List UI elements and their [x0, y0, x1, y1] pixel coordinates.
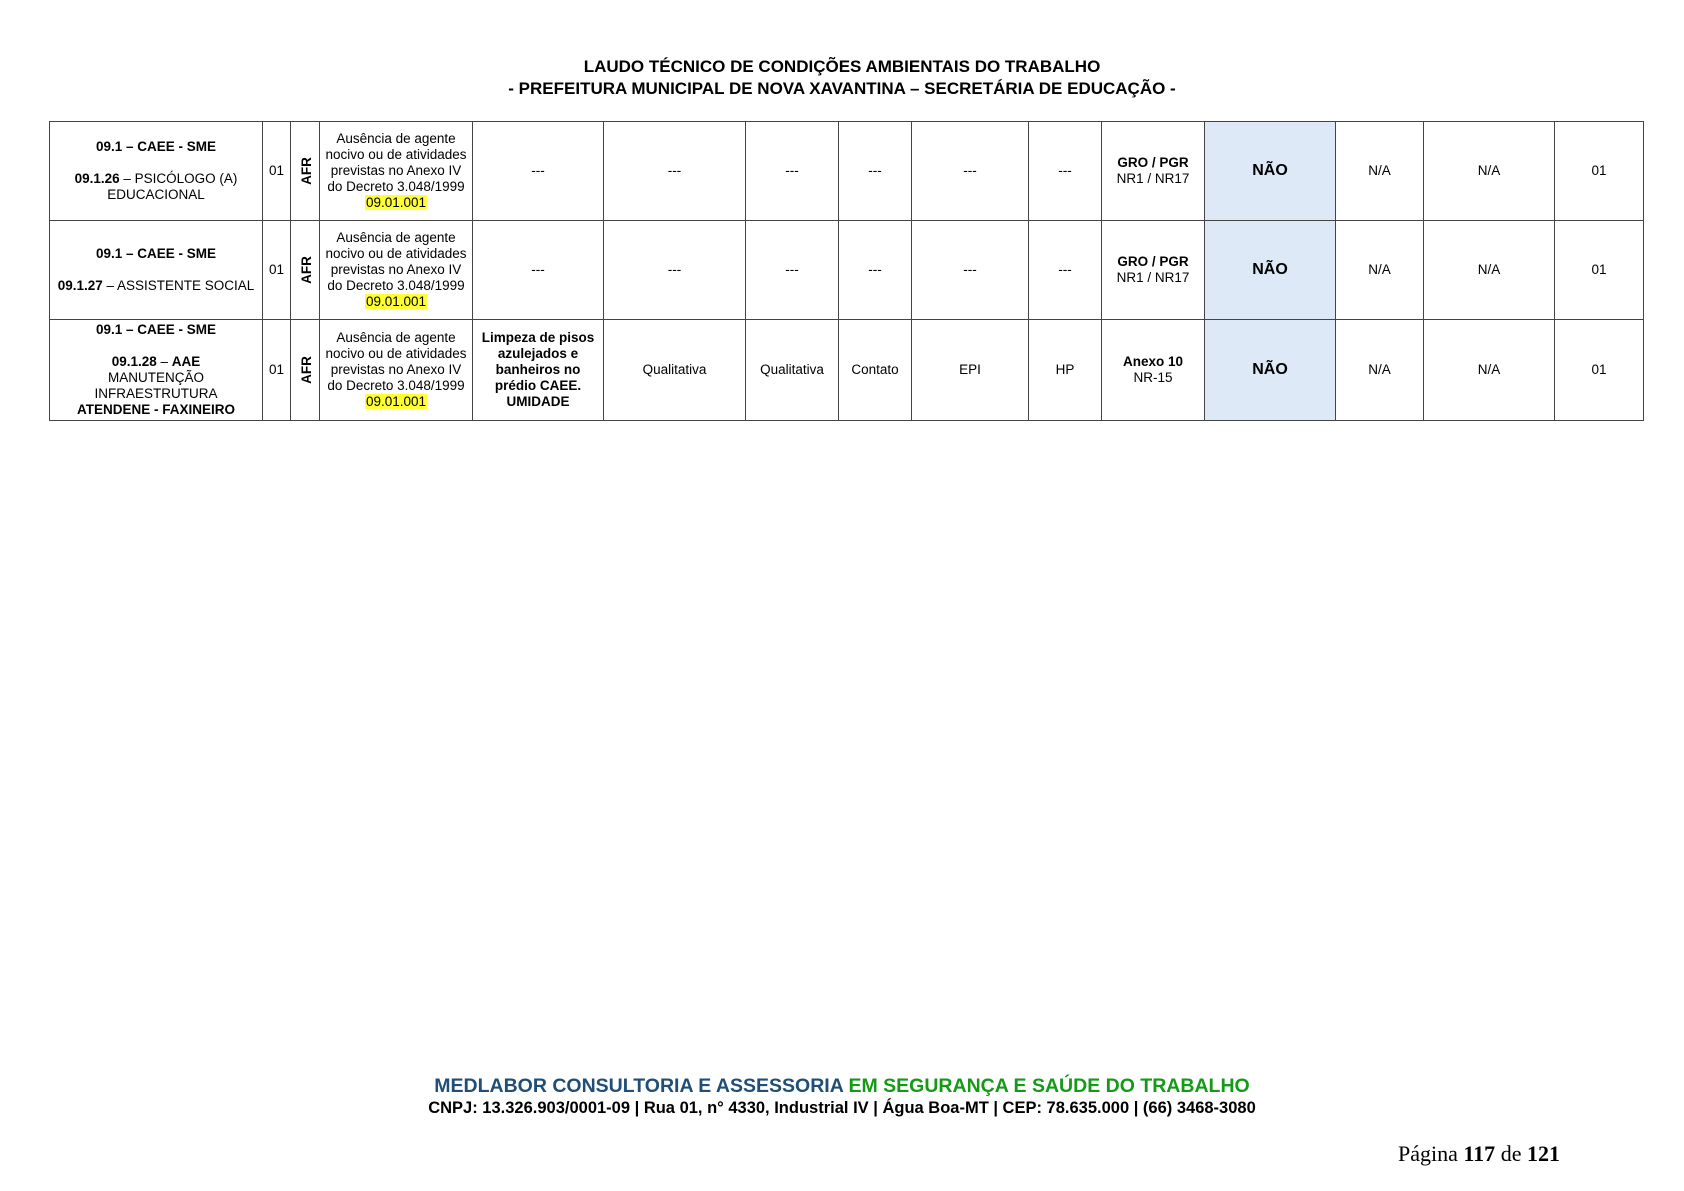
referencia-cell — [1102, 320, 1205, 421]
na-cell: N/A — [1336, 122, 1424, 221]
exposicao-cell: --- — [839, 221, 912, 320]
referencia-cell — [1102, 122, 1205, 221]
agente-cell — [320, 122, 473, 221]
cargo-cell — [50, 320, 263, 421]
cargo-cell — [50, 122, 263, 221]
footer-company — [0, 1075, 1684, 1098]
page-label: Página — [1398, 1141, 1458, 1166]
agente-cell — [320, 221, 473, 320]
tecnica-cell: --- — [746, 122, 839, 221]
afr-label: AFR — [298, 356, 314, 384]
na-cell: N/A — [1336, 221, 1424, 320]
code-cell: 01 — [1555, 221, 1644, 320]
tecnica-cell: Qualitativa — [746, 320, 839, 421]
footer-company-name: MEDLABOR CONSULTORIA E ASSESSORIA — [434, 1075, 844, 1097]
referencia-normal: NR1 / NR17 — [1116, 270, 1190, 285]
agente-code: 09.01.001 — [365, 394, 427, 409]
footer-address: CNPJ: 13.326.903/0001-09 | Rua 01, n° 4330, Industrial IV | Água Boa-MT | CEP: 78.635.000 | (66) 3468-3080 — [428, 1099, 1256, 1117]
referencia-bold: GRO / PGR — [1117, 254, 1189, 269]
afr-cell — [291, 320, 320, 421]
setor-label: 09.1 – CAEE - SME — [95, 322, 217, 337]
cargo-name: – ASSISTENTE SOCIAL — [102, 278, 255, 293]
exposicao-cell: --- — [839, 122, 912, 221]
cargo-name: MANUTENÇÃO INFRAESTRUTURA — [94, 370, 218, 401]
afr-label: AFR — [298, 256, 314, 284]
header-subtitle: - PREFEITURA MUNICIPAL DE NOVA XAVANTINA – SECRETÁRIA DE EDUCAÇÃO - — [508, 79, 1176, 98]
document-header — [0, 56, 1684, 100]
protecao-cell: EPI — [912, 320, 1029, 421]
setor-label: 09.1 – CAEE - SME — [95, 139, 217, 154]
agente-text: Ausência de agente nocivo ou de atividades previstas no Anexo IV do Decreto 3.048/1999 — [325, 131, 467, 194]
laudo-table — [49, 121, 1644, 421]
table-row — [50, 122, 1644, 221]
code-cell: 01 — [1555, 320, 1644, 421]
quantity-cell: 01 — [263, 320, 291, 421]
na-cell: N/A — [1424, 122, 1555, 221]
avaliacao-cell: --- — [604, 122, 746, 221]
tipo-cell: --- — [1029, 221, 1102, 320]
referencia-bold: GRO / PGR — [1117, 155, 1189, 170]
agente-cell — [320, 320, 473, 421]
avaliacao-cell: --- — [604, 221, 746, 320]
referencia-cell — [1102, 221, 1205, 320]
afr-label: AFR — [298, 157, 314, 185]
protecao-cell: --- — [912, 221, 1029, 320]
table-row — [50, 221, 1644, 320]
afr-cell — [291, 221, 320, 320]
exposicao-cell: Contato — [839, 320, 912, 421]
page-of-label: de — [1500, 1141, 1522, 1166]
descricao-cell: --- — [473, 122, 604, 221]
cargo-cell — [50, 221, 263, 320]
descricao-cell: Limpeza de pisos azulejados e banheiros no prédio CAEE. UMIDADE — [473, 320, 604, 421]
code-cell: 01 — [1555, 122, 1644, 221]
cargo-code: 09.1.28 — [111, 354, 157, 369]
afr-cell — [291, 122, 320, 221]
tipo-cell: HP — [1029, 320, 1102, 421]
na-cell: N/A — [1336, 320, 1424, 421]
agente-text: Ausência de agente nocivo ou de atividades previstas no Anexo IV do Decreto 3.048/1999 — [325, 330, 467, 393]
nao-cell: NÃO — [1205, 122, 1336, 221]
page-number — [1398, 1141, 1560, 1167]
referencia-normal: NR1 / NR17 — [1116, 171, 1190, 186]
page-total: 121 — [1526, 1141, 1560, 1166]
cargo-function: ATENDENE - FAXINEIRO — [76, 402, 235, 417]
quantity-cell: 01 — [263, 221, 291, 320]
referencia-bold: Anexo 10 — [1122, 354, 1184, 369]
protecao-cell: --- — [912, 122, 1029, 221]
cargo-separator: – — [156, 354, 172, 369]
footer-company-tagline: EM SEGURANÇA E SAÚDE DO TRABALHO — [848, 1075, 1250, 1097]
nao-cell: NÃO — [1205, 320, 1336, 421]
cargo-name: – PSICÓLOGO (A) EDUCACIONAL — [107, 171, 238, 202]
quantity-cell: 01 — [263, 122, 291, 221]
nao-cell: NÃO — [1205, 221, 1336, 320]
agente-code: 09.01.001 — [365, 294, 427, 309]
cargo-aae: AAE — [171, 354, 201, 369]
setor-label: 09.1 – CAEE - SME — [95, 246, 217, 261]
table-row — [50, 320, 1644, 421]
descricao-cell: --- — [473, 221, 604, 320]
avaliacao-cell: Qualitativa — [604, 320, 746, 421]
agente-code: 09.01.001 — [365, 195, 427, 210]
page-current: 117 — [1463, 1141, 1496, 1166]
tecnica-cell: --- — [746, 221, 839, 320]
header-title: LAUDO TÉCNICO DE CONDIÇÕES AMBIENTAIS DO TRABALHO — [583, 57, 1101, 76]
cargo-code: 09.1.26 — [74, 171, 120, 186]
na-cell: N/A — [1424, 320, 1555, 421]
cargo-code: 09.1.27 — [57, 278, 103, 293]
tipo-cell: --- — [1029, 122, 1102, 221]
agente-text: Ausência de agente nocivo ou de atividades previstas no Anexo IV do Decreto 3.048/1999 — [325, 230, 467, 293]
referencia-normal: NR-15 — [1133, 370, 1173, 385]
na-cell: N/A — [1424, 221, 1555, 320]
